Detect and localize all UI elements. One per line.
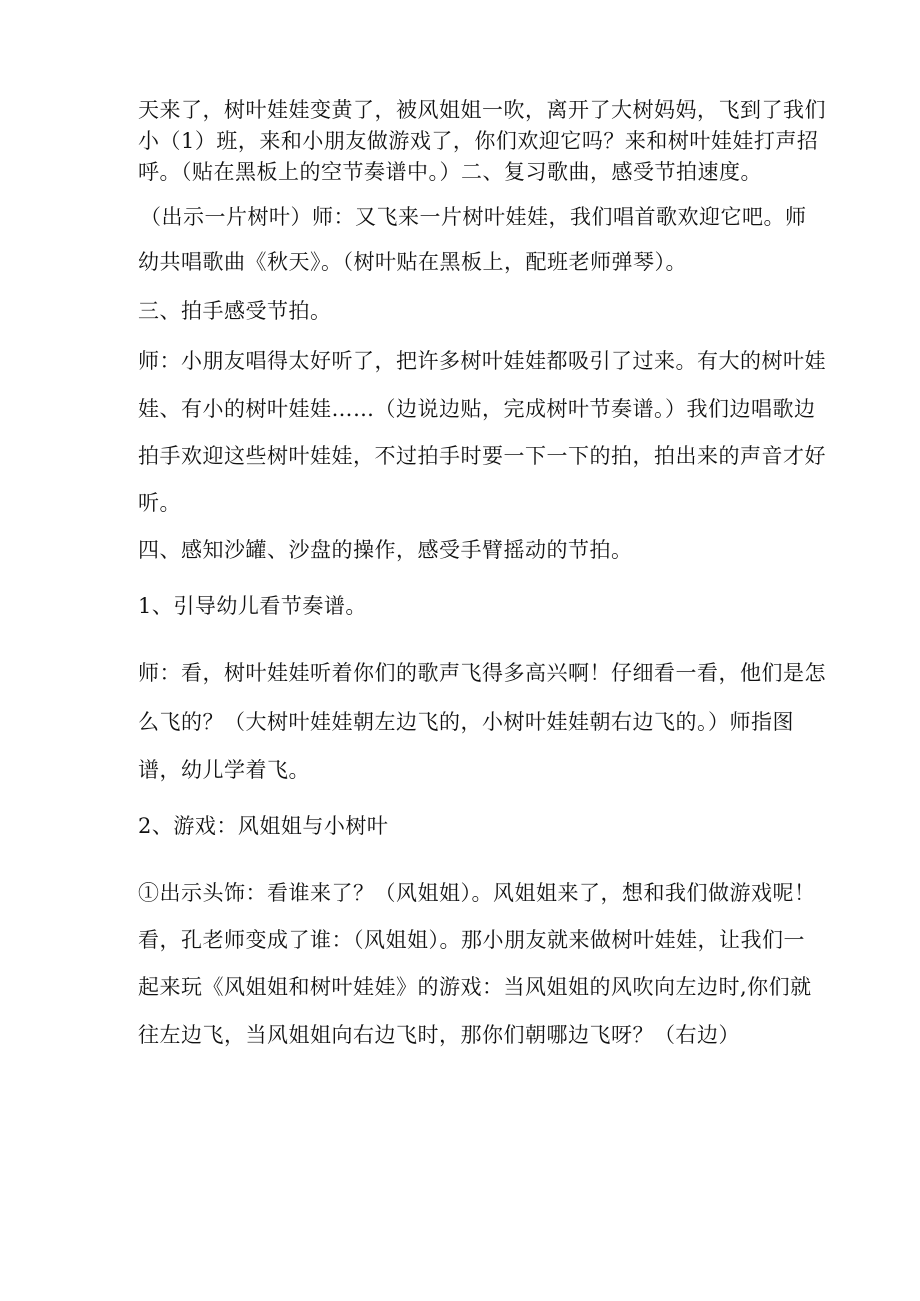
text-line: 么飞的？（大树叶娃娃朝左边飞的，小树叶娃娃朝右边飞的。）师指图	[138, 710, 794, 734]
text-line: 往左边飞，当风姐姐向右边飞时，那你们朝哪边飞呀？（右边）	[138, 1023, 740, 1047]
text-line: 娃、有小的树叶娃娃……（边说边贴，完成树叶节奏谱。）我们边唱歌边	[138, 397, 816, 421]
text-line: 小（1）班，来和小朋友做游戏了，你们欢迎它吗？来和树叶娃娃打声招	[138, 129, 819, 153]
text-line: 拍手欢迎这些树叶娃娃，不过拍手时要一下一下的拍，拍出来的声音才好	[138, 444, 826, 468]
text-line: ①出示头饰：看谁来了？（风姐姐）。风姐姐来了，想和我们做游戏呢！	[138, 881, 816, 905]
subsection-heading: 1、引导幼儿看节奏谱。	[138, 594, 367, 618]
section-heading: 四、感知沙罐、沙盘的操作，感受手臂摇动的节拍。	[138, 538, 633, 562]
subsection-heading: 2、游戏：风姐姐与小树叶	[138, 814, 389, 838]
text-line: 起来玩《风姐姐和树叶娃娃》的游戏：当风姐姐的风吹向左边时,你们就	[138, 975, 812, 999]
text-line: 师：看，树叶娃娃听着你们的歌声飞得多高兴啊！仔细看一看，他们是怎	[138, 661, 826, 685]
text-line: 听。	[138, 491, 181, 515]
text-line: 天来了，树叶娃娃变黄了，被风姐姐一吹，离开了大树妈妈，飞到了我们	[138, 98, 826, 122]
text-line: 呼。（贴在黑板上的空节奏谱中。）二、复习歌曲，感受节拍速度。	[138, 160, 762, 184]
text-line: 师：小朋友唱得太好听了，把许多树叶娃娃都吸引了过来。有大的树叶娃	[138, 349, 826, 373]
section-heading: 三、拍手感受节拍。	[138, 299, 332, 323]
text-line: 看，孔老师变成了谁：（风姐姐）。那小朋友就来做树叶娃娃，让我们一	[138, 928, 805, 952]
text-line: 幼共唱歌曲《秋天》。（树叶贴在黑板上，配班老师弹琴）。	[138, 250, 687, 274]
text-line: （出示一片树叶）师：又飞来一片树叶娃娃，我们唱首歌欢迎它吧。师	[140, 205, 807, 229]
text-line: 谱，幼儿学着飞。	[138, 758, 310, 782]
